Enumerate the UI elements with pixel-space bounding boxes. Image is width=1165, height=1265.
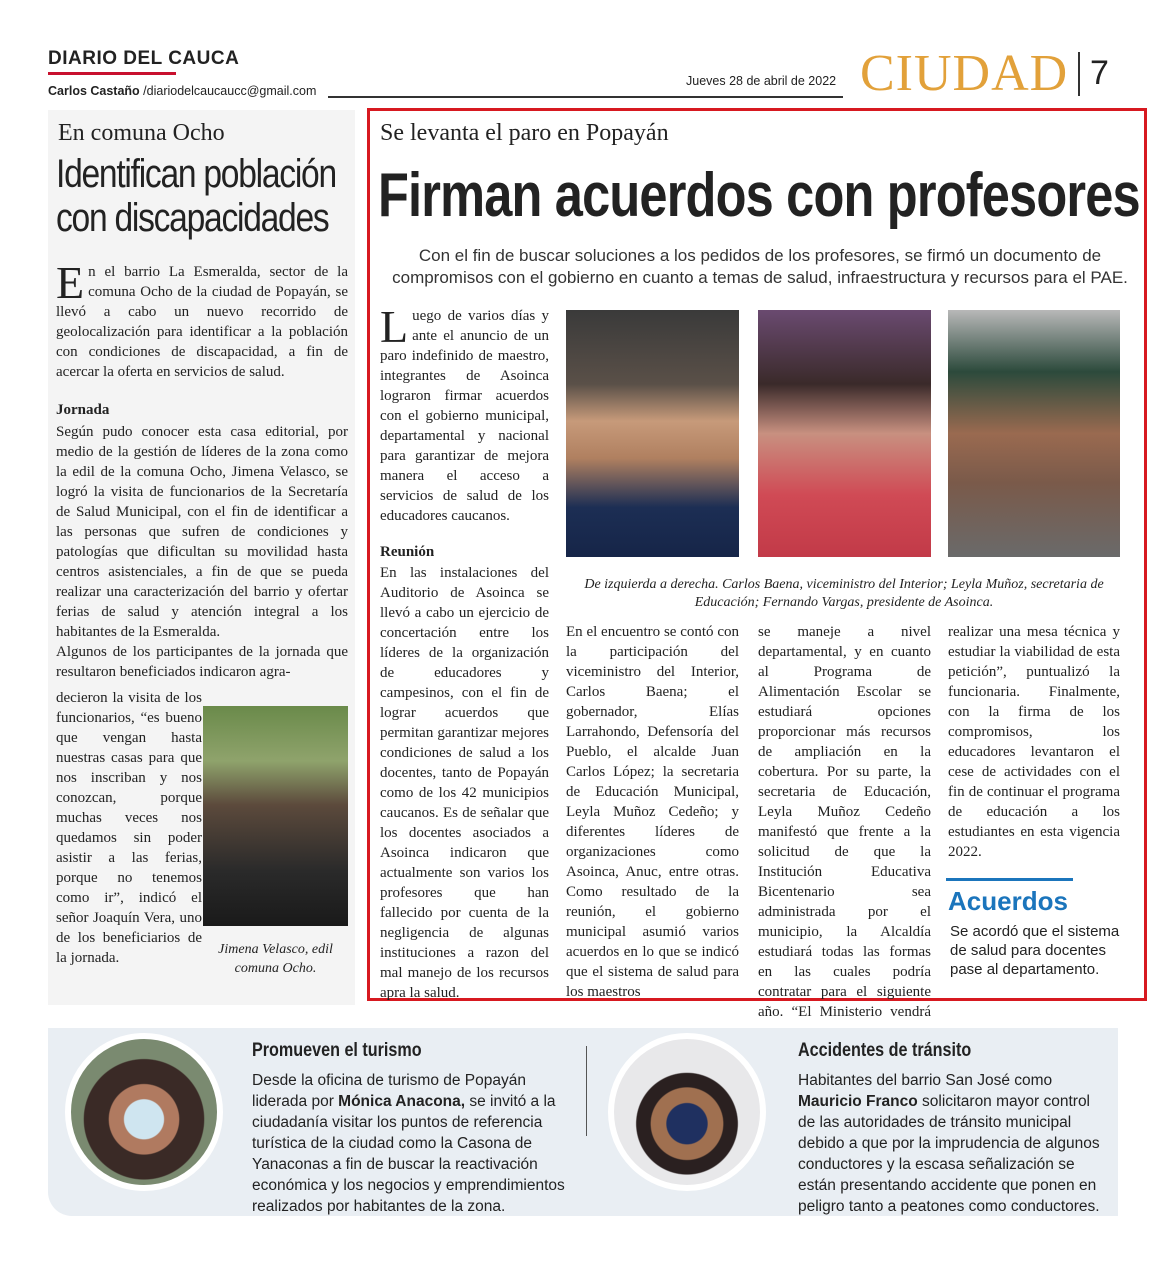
brief-text-part: se invitó a la ciudadanía visitar los puntos de referencia turística de la ciudad como la Casona de Yanaconas a fin de buscar la reactivación económica y los negocios y emprendimientos realizados por habitantes de la zona. [252,1093,565,1215]
fernando-vargas-photo [948,310,1120,557]
brief-person: Mauricio Franco [798,1093,918,1110]
left-article-lead [56,257,348,382]
brief-person: Mónica Anacona, [338,1093,466,1110]
section-divider [1078,52,1080,96]
sidebar-text: Se acordó que el sistema de salud para docentes pase al departamento. [950,923,1120,978]
brief-text-part: solicitaron mayor control de las autoridades de tránsito municipal debido a que por la imprudencia de algunos conductores y la escasa señalización se están presentando accidente que ponen en peligro tanto a peatones como conductores. [798,1093,1100,1215]
paragraph-text: Según pudo conocer esta casa editorial, por medio de la gestión de líderes de la zona como la edil de la comuna Ocho, Jimena Velasco, se logró la visita de funcionarios de la Secretaría de Salud Municipal, con el fin de identificar a las personas que sufren de condiciones y patologías que dificultan su movilidad hasta centros asistenciales, a fin de que se pueda realizar una caracterización del barrio y ofertar ferias de salud y atención integral a los habitantes de la Esmeralda. [56,424,348,640]
dropcap: L [380,301,409,352]
main-article-kicker: Se levanta el paro en Popayán [380,120,669,146]
leyla-munoz-photo [758,310,931,557]
sidebar-title: Acuerdos [948,886,1068,916]
left-article-kicker: En comuna Ocho [58,120,225,146]
logo-underline [48,72,176,75]
left-article-paragraph: decieron la visita de los funcionarios, “es bueno que vengan hasta nuestras casas para que nos inscriban y nos conozcan, porque muchas veces nos quedamos sin poder asistir a las ferias, porque no tenemos como ir”, indicó el señor Joaquín Vera, uno de los beneficiarios de la jornada. [56,690,202,966]
section-title: CIUDAD [860,45,1069,102]
lead-text: uego de varios días y ante el anuncio de un paro indefinido de maestro, integrantes de Asoinca lograron firmar acuerdos con el gobierno municipal, departamental y nacional para garantizar de mejora manera el acceso a servicios de salud de los educadores caucanos. [380,308,549,524]
paragraph-text: Algunos de los participantes de la jornada que resultaron beneficiados indicaron agra- [56,644,348,680]
briefs-divider [586,1046,587,1136]
author-email: /diariodelcaucaucc@gmail.com [139,84,317,98]
left-article-paragraph [56,422,348,682]
brief-text-part: Habitantes del barrio San José como [798,1072,1053,1089]
monica-anacona-photo [65,1033,223,1191]
main-article-deck: Con el fin de buscar soluciones a los pedidos de los profesores, se firmó un documento de compromisos con el gobierno en cuanto a temas de salud, infraestructura y recursos para el PAE. [392,246,1128,287]
main-article-title: Firman acuerdos con profesores [378,161,1140,230]
mauricio-franco-photo [608,1033,766,1191]
main-article-column: realizar una mesa técnica y estudiar la viabilidad de esta petición”, puntualizó la funcionaria. Finalmente, con la firma de los compromisos, los educadores levantaron el cese de actividades con el fin de continuar el programa de educación a los estudiantes en esta vigencia 2022. [948,624,1120,860]
issue-date: Jueves 28 de abril de 2022 [686,74,837,88]
main-article-lead [380,301,549,526]
photo-caption: De izquierda a derecha. Carlos Baena, viceministro del Interior; Leyla Muñoz, secretaria de Educación; Fernando Vargas, presidente de Asoinca. [584,577,1104,610]
brief-text-part: Desde la oficina de turismo de Popayán liderada por [252,1072,526,1110]
main-article-column: En el encuentro se contó con la participación del viceministro del Interior, Carlos Baena; el gobernador, Elías Larrahondo, Defensoría del Pueblo, el alcalde Juan Carlos López; la secretaria de Educación Municipal, Leyla Muñoz Cedeño; y diferentes líderes de organizaciones como Asoinca, Anuc, entre otras. Como resultado de la reunión, el gobierno municipal asumió varios acuerdos en lo que se indicó que el sistema de salud para los maestros [566,624,739,1000]
brief-title: Accidentes de tránsito [798,1040,972,1061]
main-article-column: se maneje a nivel departamental, y en cuanto al Programa de Alimentación Escolar se estudiará opciones proporcionar más recursos de ampliación en la cobertura. Por su parte, la secretaria de Educación, Leyla Muñoz Cedeño manifestó que frente a la solicitud de que la Institución Educativa Bicentenario sea administrada por el municipio, la Alcaldía estudiará todas las formas en las cuales podría contratar para el siguiente año. “El Ministerio vendrá [758,624,931,1020]
jimena-velasco-photo [203,706,348,926]
lead-text: n el barrio La Esmeralda, sector de la comuna Ocho de la ciudad de Popayán, se llevó a cabo un nuevo recorrido de geolocalización para identificar a la población con condiciones de discapacidad, a fin de acercar la oferta en servicios de salud. [56,264,348,380]
main-article-subhead: Reunión [380,544,435,560]
photo-caption: Jimena Velasco, edil comuna Ocho. [218,942,333,976]
left-article-subhead: Jornada [56,402,110,418]
left-article-title: Identifican población con discapacidades [56,152,336,240]
brief-text [252,1070,572,1217]
brief-text [798,1070,1108,1217]
brief-title: Promueven el turismo [252,1040,422,1061]
author-name: Carlos Castaño [48,84,140,98]
page-number: 7 [1090,54,1109,92]
header-rule [328,96,843,98]
main-article-column: En las instalaciones del Auditorio de Asoinca se llevó a cabo un ejercicio de concertación entre los líderes de la organización de educadores y campesinos, con el fin de lograr acuerdos que permitan garantizar mejores condiciones de salud a los docentes, tanto de Popayán como de los 42 municipios caucanos. Es de señalar que los docentes asociados a Asoinca indicaron que actualmente son varios los profesores que han fallecido por cuenta de la negligencia de algunas instituciones a razon del mal manejo de los recursos apra la salud. [380,565,549,1001]
carlos-baena-photo [566,310,739,557]
author-byline [48,84,316,98]
dropcap: E [56,257,85,308]
sidebar-rule [946,878,1073,881]
newspaper-logo: DIARIO DEL CAUCA [48,48,240,69]
